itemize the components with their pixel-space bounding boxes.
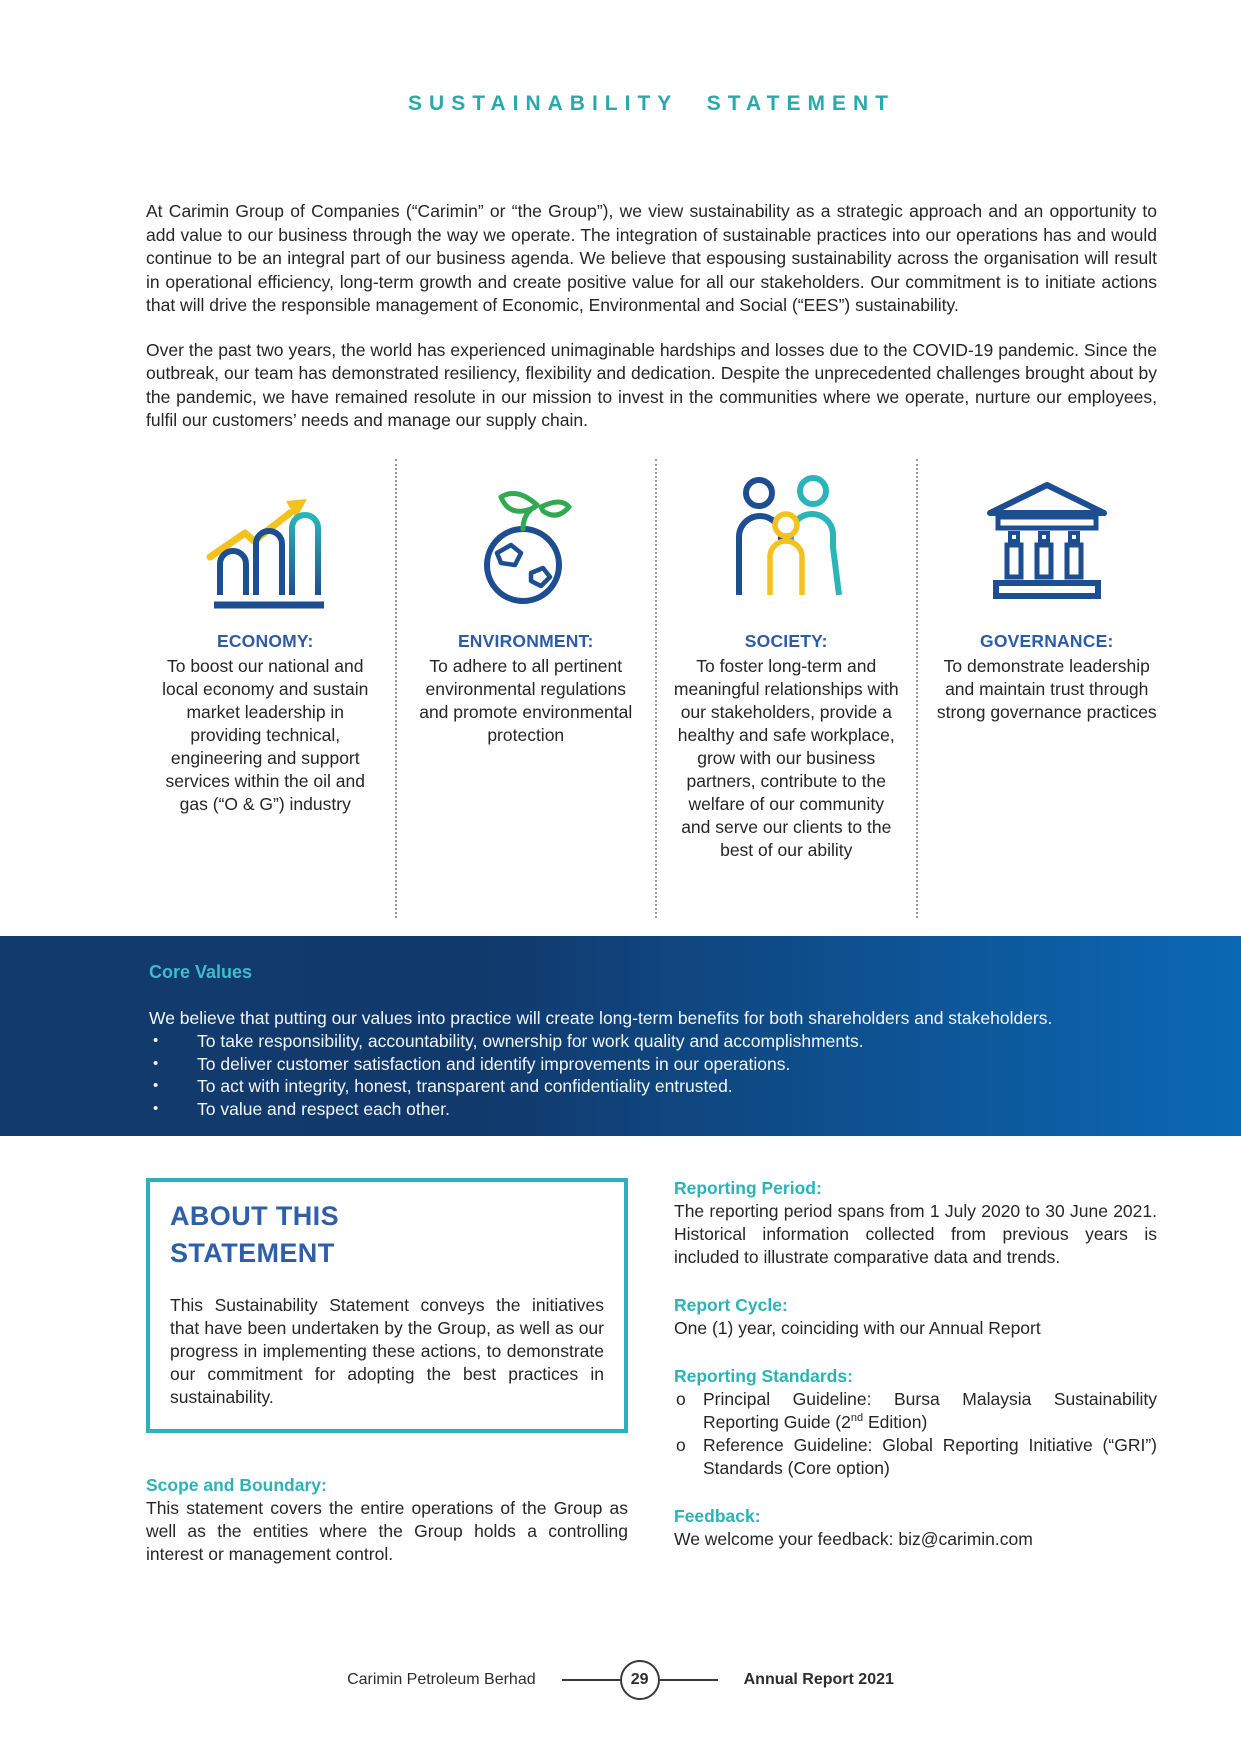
about-section <box>146 1178 1157 1592</box>
feedback-body: We welcome your feedback: biz@carimin.com <box>674 1528 1033 1549</box>
core-value-item: • To take responsibility, accountability, ownership for work quality and accomplishments. <box>149 1030 1157 1053</box>
scope-body: This statement covers the entire operations of the Group as well as the entities where the Group holds a controlling interest or management control. <box>146 1497 628 1564</box>
pillar-description: To adhere to all pertinent environmental regulations and promote environmental protection <box>419 655 633 745</box>
about-heading: ABOUT THIS STATEMENT <box>170 1200 339 1268</box>
reporting-period <box>674 1178 1157 1269</box>
list-marker: o <box>676 1388 686 1409</box>
core-values-band <box>0 936 1241 1136</box>
footer-rule <box>562 1679 620 1681</box>
reporting-period-body: The reporting period spans from 1 July 2020 to 30 June 2021. Historical information collected from previous years is included to illustrate comparative data and trends. <box>674 1200 1157 1267</box>
family-icon <box>673 465 900 617</box>
reporting-standards <box>674 1366 1157 1480</box>
about-statement-box <box>146 1178 628 1433</box>
footer-company: Carimin Petroleum Berhad <box>347 1671 536 1688</box>
reporting-standards-heading: Reporting Standards: <box>674 1365 853 1386</box>
about-body: This Sustainability Statement conveys the initiatives that have been undertaken by the Group, as well as our progress in implementing these actions, to demonstrate our commitment for adopting the best practices in sustainability. <box>170 1294 604 1407</box>
intro-paragraph: Over the past two years, the world has experienced unimaginable hardships and losses due to the COVID-19 pandemic. Since the outbreak, our team has demonstrated resiliency, flexibility and dedication. Despite the unprecedented challenges brought about by the pandemic, we have remained resolute in our mission to invest in the communities where we operate, nurture our employees, fulfil our customers’ needs and manage our supply chain. <box>146 339 1157 430</box>
page-title: SUSTAINABILITY STATEMENT <box>408 92 895 115</box>
pillar-environment <box>397 459 658 918</box>
report-cycle-heading: Report Cycle: <box>674 1294 788 1315</box>
pillar-society <box>657 459 918 918</box>
report-cycle <box>674 1295 1157 1340</box>
reporting-period-heading: Reporting Period: <box>674 1177 822 1198</box>
globe-sprout-icon <box>413 465 640 617</box>
reporting-standards-list <box>674 1388 1157 1480</box>
reporting-standard-item: o Principal Guideline: Bursa Malaysia Sustainability Reporting Guide (2nd Edition) <box>676 1388 1157 1432</box>
bank-building-icon <box>934 465 1161 617</box>
footer-report: Annual Report 2021 <box>743 1671 894 1688</box>
page-footer <box>0 1660 1241 1700</box>
pillar-label: SOCIETY: <box>744 630 828 651</box>
core-value-item: • To value and respect each other. <box>149 1098 1157 1121</box>
intro-paragraph: At Carimin Group of Companies (“Carimin” or “the Group”), we view sustainability as a strategic approach and an opportunity to add value to our business through the way we operate. The integration of sustainable practices into our operations has and would continue to be an integral part of our business agenda. We believe that espousing sustainability across the organisation will result in operational efficiency, long-term growth and create positive value for all our stakeholders. Our commitment is to initiate actions that will drive the responsible management of Economic, Environmental and Social (“EES”) sustainability. <box>146 201 1157 315</box>
core-value-item: • To deliver customer satisfaction and identify improvements in our operations. <box>149 1053 1157 1076</box>
footer-rule <box>660 1679 718 1681</box>
page-number-badge: 29 <box>620 1660 660 1700</box>
list-marker: o <box>676 1434 686 1455</box>
intro-section <box>146 200 1157 433</box>
pillar-label: ECONOMY: <box>216 630 314 651</box>
scope-and-boundary <box>146 1475 628 1566</box>
core-value-item: • To act with integrity, honest, transparent and confidentiality entrusted. <box>149 1075 1157 1098</box>
reporting-standard-item: o Reference Guideline: Global Reporting Initiative (“GRI”) Standards (Core option) <box>676 1434 1157 1478</box>
bar-chart-growth-icon <box>152 465 379 617</box>
pillar-description: To demonstrate leadership and maintain trust through strong governance practices <box>936 655 1157 722</box>
pillar-governance <box>918 459 1177 918</box>
pillar-label: GOVERNANCE: <box>980 630 1114 651</box>
core-values-intro: We believe that putting our values into practice will create long-term benefits for both shareholders and stakeholders. <box>149 1007 1053 1028</box>
core-values-list <box>149 1030 1157 1120</box>
pillar-description: To boost our national and local economy and sustain market leadership in providing technical, engineering and support services within the oil and gas (“O & G”) industry <box>162 655 369 814</box>
pillar-description: To foster long-term and meaningful relationships with our stakeholders, provide a healthy and safe workplace, grow with our business partners, contribute to the welfare of our community and serve our clients to the best of our ability <box>673 655 899 860</box>
feedback-heading: Feedback: <box>674 1505 761 1526</box>
pillar-label: ENVIRONMENT: <box>457 630 594 651</box>
feedback <box>674 1506 1157 1551</box>
scope-heading: Scope and Boundary: <box>146 1474 327 1495</box>
pillar-economy <box>136 459 397 918</box>
pillars-section <box>136 459 1176 918</box>
core-values-heading: Core Values <box>149 961 253 982</box>
report-cycle-body: One (1) year, coinciding with our Annual Report <box>674 1317 1041 1338</box>
